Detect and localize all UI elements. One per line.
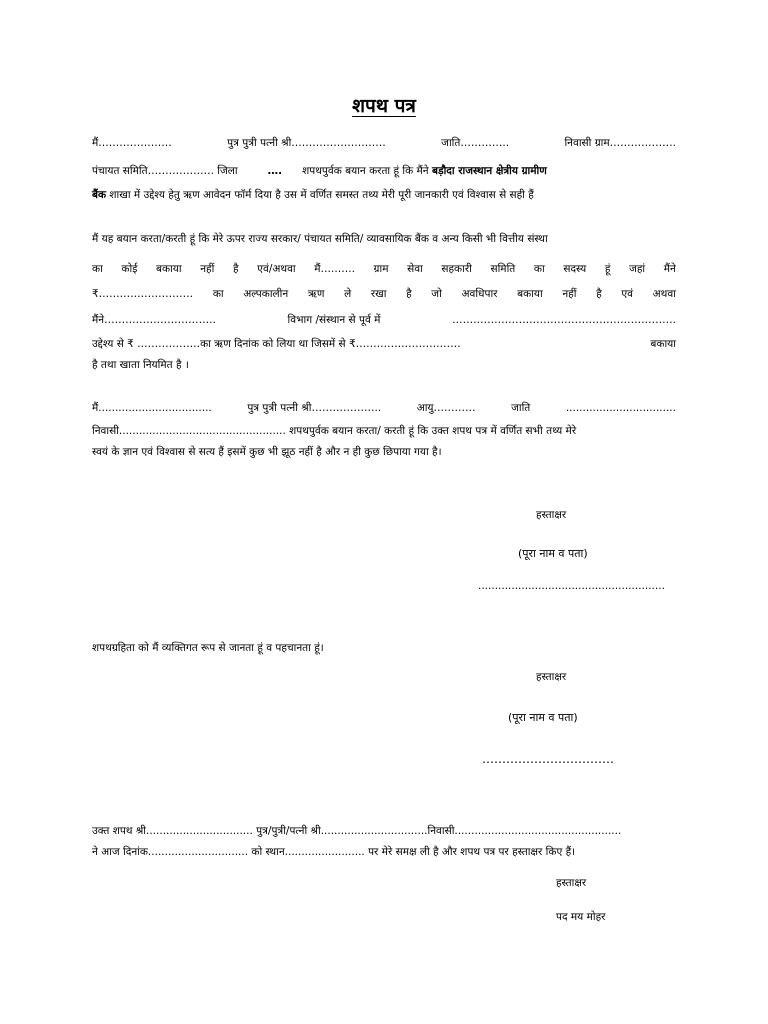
para2-line2: का कोई बकाया नहीं है एवं/अथवा मैं…..….. ग्राम सेवा सहकारी समिति का सदस्य हूं जहां मैंने — [92, 263, 676, 275]
identification-statement: शपथग्रहिता को मैं व्यक्तिगत रूप से जानता हूं व पहचानता हूं। — [92, 642, 324, 654]
para1-line3: बैंक शाखा में उद्देश्य हेतु ऋण आवेदन फॉर्म दिया है उस में वर्णित समस्त तथ्य मेरी पूरी जानकारी एवं विश्वास से सही हैं — [92, 189, 534, 201]
signature-label: हस्ताक्षर — [536, 509, 567, 521]
attestation-line1: उक्त शपथ श्री................................ पुत्र/पुत्री/पत्नी श्री................................निवासी.................................................. — [92, 825, 622, 837]
para2-line1: मैं यह बयान करता/करती हूं कि मेरे ऊपर राज्य सरकार/ पंचायत समिति/ व्यावसायिक बैंक व अन्य किसी भी वित्तीय संस्था — [92, 233, 548, 245]
full-name-address-label: (पूरा नाम व पता) — [518, 547, 588, 560]
signature-dotted-line: …………………………… — [482, 752, 614, 766]
para1-line1: मैं………………… पुत्र पुत्री पत्नी श्री……………………… जाति………….. निवासी ग्राम………………. — [92, 137, 676, 149]
para2-line5: उद्देश्य से ₹ ………………का ऋण दिनांक को लिया था जिसमें से ₹………………………… बकाया — [92, 338, 676, 350]
full-name-address-label: (पूरा नाम व पता) — [508, 711, 578, 724]
para3-line3: स्वयं के ज्ञान एवं विश्वास से सत्य हैं इसमें कुछ भी झूठ नहीं है और न ही कुछ छिपाया गया है। — [92, 446, 442, 458]
para2-line6: है तथा खाता नियमित है । — [92, 359, 189, 371]
para2-line3: ₹……………………… का अल्पकालीन ऋण ले रखा है जो अवधिपार बकाया नहीं है एवं अथवा — [92, 288, 676, 300]
designation-seal-label: पद मय मोहर — [556, 911, 606, 923]
signature-label: हस्ताक्षर — [536, 671, 567, 683]
document-title: शपथ पत्र — [352, 95, 416, 117]
para1-line2: पंचायत समिति………………. जिला …. शपथपुर्वक बयान करता हूं कि मैंने बड़ौदा राजस्थान क्षेत्रीय ग्रामीण — [92, 165, 547, 177]
para3-line1: मैं.................................. पुत्र पुत्री पत्नी श्री……………….. आयु………… जाति ................................. — [92, 402, 676, 414]
attestation-line2: ने आज दिनांक.............................. को स्थान........................ पर मेरे समक्ष ली है और शपथ पत्र पर हस्ताक्षर किए हैं। — [92, 846, 576, 858]
signature-label: हस्ताक्षर — [556, 877, 587, 889]
para2-line4: मैंने………………………….. विभाग /संस्थान से पूर्व में ………………………………………………………. — [92, 314, 676, 326]
signature-dotted-line: ........................................................ — [478, 580, 665, 592]
para3-line2: निवासी.................................................. शपथपुर्वक बयान करता/ करती हूं कि उक्त शपथ पत्र में वर्णित सभी तथ्य मेरे — [92, 425, 577, 437]
